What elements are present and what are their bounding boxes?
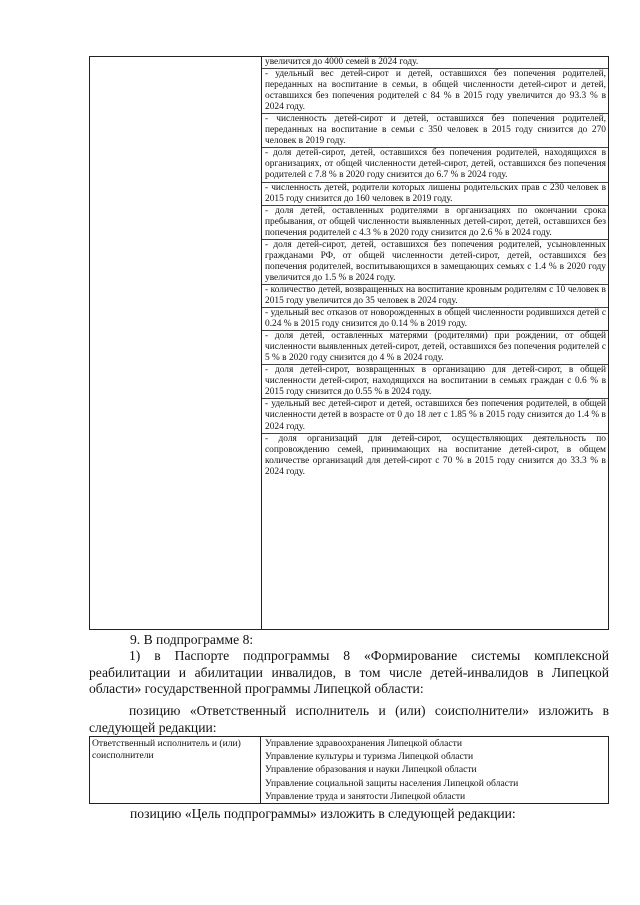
section-heading: 9. В подпрограмме 8:: [130, 632, 254, 647]
list-item: - численность детей, родители которых лишены родительских прав с 230 человек в 2015 году снизится до 160 человек в 2019 году.: [262, 183, 608, 206]
paragraph-passport: 1) в Паспорте подпрограммы 8 «Формирование системы комплексной реабилитации и абилитации инвалидов, в том числе детей-инвалидов в Липецкой области» государственной программы Липецкой области:: [89, 648, 609, 697]
table-right-column: [262, 57, 608, 629]
paragraph-position-goal: позицию «Цель подпрограммы» изложить в следующей редакции:: [130, 806, 516, 821]
list-item: - количество детей, возвращенных на воспитание кровным родителям с 10 человек в 2015 году увеличится до 35 человек в 2024 году.: [262, 285, 608, 308]
executor-item: Управление здравоохранения Липецкой области: [265, 738, 462, 749]
executor-item: Управление труда и занятости Липецкой области: [265, 790, 466, 802]
executor-item: Управление социальной защиты населения Липецкой области: [265, 777, 519, 789]
paragraph-position-executor: позицию «Ответственный исполнитель и (или) соисполнители» изложить в следующей редакции:: [89, 703, 609, 735]
list-item: - удельный вес отказов от новорожденных в общей численности родившихся детей с 0.24 % в 2015 году снизится до 0.14 % в 2019 году.: [262, 308, 608, 331]
list-item: - удельный вес детей-сирот и детей, оставшихся без попечения родителей, в общей численности детей в возрасте от 0 до 18 лет с 1.85 % в 2015 году снизится до 1.4 % в 2024 году.: [262, 399, 608, 433]
list-item: - удельный вес детей-сирот и детей, оставшихся без попечения родителей, переданных на воспитание в семьи, в общей численности детей-сирот и детей, оставшихся без попечения родителей с 84 % в 2015 году увеличится до 93.3 % в 2024 году.: [262, 69, 608, 114]
list-item: - доля детей-сирот, детей, оставшихся без попечения родителей, находящихся в организациях, от общей численности детей-сирот, детей, оставшихся без попечения родителей с 7.8 % в 2020 году снизится до 6.7 % в 2024 году.: [262, 148, 608, 182]
list-item: - доля детей, оставленных матерями (родителями) при рождении, от общей численности выявленных детей-сирот, детей, оставшихся без попечения родителей с 5 % в 2020 году снизится до 4 % в 2024 году.: [262, 331, 608, 365]
executor-item: Управление образования и науки Липецкой области: [265, 764, 477, 776]
list-item: - доля организаций для детей-сирот, осуществляющих деятельность по сопровождению семей, принимающих на воспитание детей-сирот, в общем количестве организаций для детей-сирот с 70 % в 2015 году снизится до 33.3 % в 2024 году.: [265, 433, 606, 477]
executor-item: Управление культуры и туризма Липецкой области: [265, 751, 474, 763]
table-left-column: [90, 57, 262, 629]
executor-list-cell: [262, 737, 608, 803]
list-item: - доля детей-сирот, возвращенных в организацию для детей-сирот, в общей численности детей-сирот, находящихся на воспитании в семьях граждан с 0.6 % в 2015 году снизится до 0.55 % в 2024 году.: [262, 365, 608, 399]
list-item: - численность детей-сирот и детей, оставшихся без попечения родителей, переданных на воспитание в семьи с 350 человек в 2015 году снизится до 270 человек в 2019 году.: [262, 114, 608, 148]
list-item: - доля детей-сирот, детей, оставшихся без попечения родителей, усыновленных гражданами РФ, от общей численности детей-сирот, детей, оставшихся без попечения родителей, воспитывающихся в замещающих семьях с 1.4 % в 2020 году увеличится до 1.5 % в 2024 году.: [262, 240, 608, 285]
executor-table: [89, 736, 609, 804]
executor-label-cell: Ответственный исполнитель и (или) соисполнители: [90, 737, 261, 803]
list-item: увеличится до 4000 семей в 2024 году.: [262, 57, 608, 69]
list-item: - доля детей, оставленных родителями в организациях по окончании срока пребывания, от общей численности выявленных детей-сирот, детей, оставшихся без попечения родителей с 4.3 % в 2020 году снизится до 2.6 % в 2024 году.: [262, 206, 608, 240]
continuation-table: [89, 56, 609, 630]
